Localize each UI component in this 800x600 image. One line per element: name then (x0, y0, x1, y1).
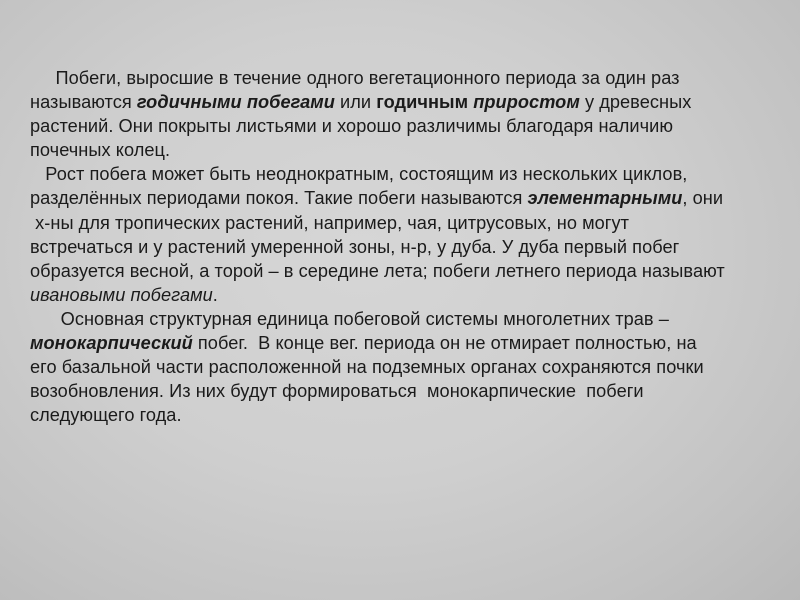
paragraph-2-line-5: образуется весной, а торой – в середине лета; побеги летнего периода называют (30, 260, 725, 281)
text-run: побег. В конце вег. периода он не отмирает полностью, на (192, 333, 697, 354)
term-growth: приростом (473, 92, 580, 113)
paragraph-1-line-1: Побеги, выросшие в течение одного вегетационного периода за один раз (30, 68, 680, 88)
term-ivanov-shoots: ивановыми побегами (30, 284, 213, 305)
term-annual-shoots: годичными побегами (136, 92, 335, 113)
paragraph-3-line-2 (30, 331, 770, 355)
text-run: называются (30, 92, 137, 113)
paragraph-2-line-1: Рост побега может быть неоднократным, состоящим из нескольких циклов, (30, 164, 688, 185)
text-run: разделённых периодами покоя. Такие побеги называются (30, 188, 528, 209)
paragraph-1-line-3: растений. Они покрыты листьями и хорошо различимы благодаря наличию (30, 116, 674, 137)
paragraph-3-line-3: его базальной части расположенной на подземных органах сохраняются почки (30, 357, 704, 378)
text-run: . (212, 284, 218, 305)
term-elementary: элементарными (527, 188, 683, 209)
text-run: , они (682, 188, 724, 209)
paragraph-2-line-3: х-ны для тропических растений, например, чая, цитрусовых, но могут (30, 212, 630, 233)
text-run: или (334, 92, 377, 113)
paragraph-3-line-4: возобновления. Из них будут формироваться монокарпические побеги (30, 381, 644, 402)
slide-text-block (30, 66, 770, 427)
term-annual: годичным (376, 92, 469, 113)
paragraph-2-line-4: встречаться и у растений умеренной зоны, н-р, у дуба. У дуба первый побег (30, 236, 680, 257)
term-monocarpic: монокарпический (30, 333, 193, 354)
paragraph-2-line-2 (30, 186, 770, 210)
paragraph-2-line-6 (30, 283, 770, 307)
paragraph-1-line-4: почечных колец. (30, 140, 171, 161)
paragraph-3-line-1: Основная структурная единица побеговой системы многолетних трав – (30, 308, 669, 329)
text-run: у древесных (579, 92, 692, 113)
paragraph-1-line-2 (30, 90, 770, 114)
paragraph-3-line-5: следующего года. (30, 405, 182, 426)
